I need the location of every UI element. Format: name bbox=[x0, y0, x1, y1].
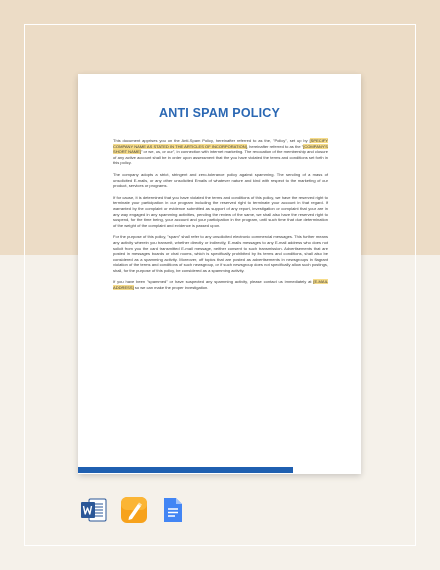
paragraph-spam-definition: For the purpose of this policy, "spam" shall refer to any unsolicited electronic commercial messages. This further means any activity wherein you transmit, whether directly or indirectly, E-mails messages to any E-mail address who does not solicit from you the card transmitted E-mail message, neither consent to such transmission. Advertisements that are posted in messages boards or chat rooms, which is specifically prohibited by its terms and conditions, shall also be considered as a spamming activity. Moreover, off topics that are posted as advertisements in newsgroups in flagrant violation of the terms and conditions of such newsgroup, or if such newsgroup does not specifically allow such postings, shall, for the purpose of this policy, be considered as a spamming activity. bbox=[113, 234, 328, 273]
placeholder-company-short-name: [COMPANY'S SHORT NAME] bbox=[113, 143, 328, 155]
placeholder-company-name: [SPECIFY COMPANY NAME AS STATED IN THE ARTICLES OF INCORPORATION] bbox=[113, 138, 328, 149]
document-title: ANTI SPAM POLICY bbox=[158, 106, 281, 120]
word-icon[interactable] bbox=[80, 496, 108, 524]
text: so we can make the proper investigation. bbox=[133, 285, 209, 291]
document-body bbox=[113, 138, 328, 297]
paragraph-intro bbox=[113, 138, 328, 166]
text: " or we, us, or our", in connection with internet marketing. The revocation of the membership and closure of any active account shall be in order upon assessment that the you have violated the terms and conditions set forth in this policy. bbox=[113, 149, 328, 166]
document-preview bbox=[78, 74, 361, 474]
paragraph-contact bbox=[113, 279, 328, 290]
text: , hereinafter referred to as the " bbox=[246, 143, 304, 149]
text: This document apprises you on the Anti-Spam Policy, hereinafter referred to as the, "Policy", set up by bbox=[113, 138, 310, 143]
paragraph-zero-tolerance: The company adopts a strict, stringent and zero-tolerance policy against spamming. The sending of a mass of unsolicited E-mails, or any other unsolicited Emails of whatever nature and kind with respect to the marketing of our product, services or programs. bbox=[113, 171, 328, 189]
placeholder-email-address: [E-MAIL ADDRESS] bbox=[113, 279, 328, 291]
google-docs-icon[interactable] bbox=[158, 496, 186, 524]
footer-bar bbox=[78, 467, 293, 473]
text: If you have been "spammed" or have suspected any spamming activity, please contact us immediately at bbox=[113, 279, 314, 285]
paragraph-violation: If for cause, it is determined that you have violated the terms and conditions of this policy, we have the reserved right to terminate your participation in our program including the reserved right to terminate your account in that regard. If warranted by the complaint or evidence submitted as support of any report, investigation or complaint that your are in any way engaged in any spamming activities, pending the review of the same, we shall also have the reserved right to suspend, for the time being, your account and your participation in the program, until such time that due determination of the weight of the complaint and evidence is passed upon. bbox=[113, 194, 328, 228]
pages-icon[interactable] bbox=[120, 496, 148, 524]
